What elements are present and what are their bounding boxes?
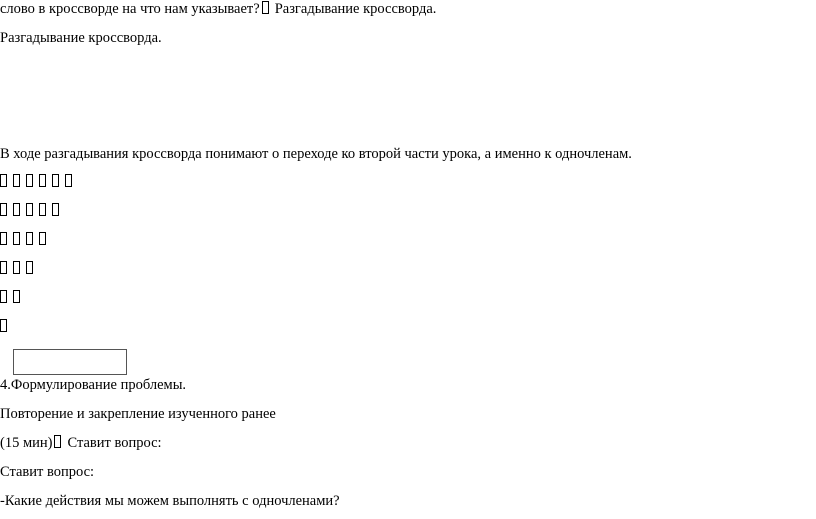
missing-glyph-icon xyxy=(0,174,7,187)
text-asks-question: Ставит вопрос: xyxy=(67,435,162,451)
missing-glyph-icon xyxy=(54,435,61,448)
text-duration: (15 мин) xyxy=(0,435,53,451)
missing-glyph-icon xyxy=(39,174,46,187)
text-line-4: 4.Формулирование проблемы. xyxy=(0,377,187,393)
missing-glyph-icon xyxy=(0,203,7,216)
missing-glyph-icon xyxy=(13,174,20,187)
missing-glyph-icon xyxy=(13,203,20,216)
text-line-5: Повторение и закрепление изученного ранее xyxy=(0,406,276,422)
missing-glyph-icon xyxy=(26,174,33,187)
missing-glyph-icon xyxy=(13,232,20,245)
missing-glyph-icon xyxy=(39,203,46,216)
missing-glyph-icon xyxy=(52,203,59,216)
missing-glyph-icon xyxy=(26,232,33,245)
glyph-row-3 xyxy=(0,231,52,249)
glyph-row-4 xyxy=(0,260,39,278)
text-crossword-solving: Разгадывание кроссворда. xyxy=(274,1,437,17)
text-line-7: Ставит вопрос: xyxy=(0,464,95,480)
text-line-2: Разгадывание кроссворда. xyxy=(0,30,162,46)
missing-glyph-icon xyxy=(39,232,46,245)
missing-glyph-icon xyxy=(65,174,72,187)
missing-glyph-icon xyxy=(26,261,33,274)
text-question: слово в кроссворде на что нам указывает? xyxy=(0,1,260,17)
glyph-row-2 xyxy=(0,202,65,220)
missing-glyph-icon xyxy=(13,261,20,274)
glyph-row-5 xyxy=(0,289,26,307)
missing-glyph-icon xyxy=(13,290,20,303)
text-line-8: -Какие действия мы можем выполнять с одночленами? xyxy=(0,493,340,509)
missing-glyph-icon xyxy=(262,1,269,14)
glyph-row-1 xyxy=(0,173,78,191)
missing-glyph-icon xyxy=(0,232,7,245)
glyph-row-6 xyxy=(0,318,13,336)
text-line-6 xyxy=(0,434,162,452)
missing-glyph-icon xyxy=(0,319,7,332)
missing-glyph-icon xyxy=(26,203,33,216)
empty-text-box xyxy=(13,349,127,375)
missing-glyph-icon xyxy=(52,174,59,187)
missing-glyph-icon xyxy=(0,261,7,274)
text-line-1 xyxy=(0,0,436,18)
text-line-3: В ходе разгадывания кроссворда понимают о переходе ко второй части урока, а именно к одночленам. xyxy=(0,146,632,162)
missing-glyph-icon xyxy=(0,290,7,303)
